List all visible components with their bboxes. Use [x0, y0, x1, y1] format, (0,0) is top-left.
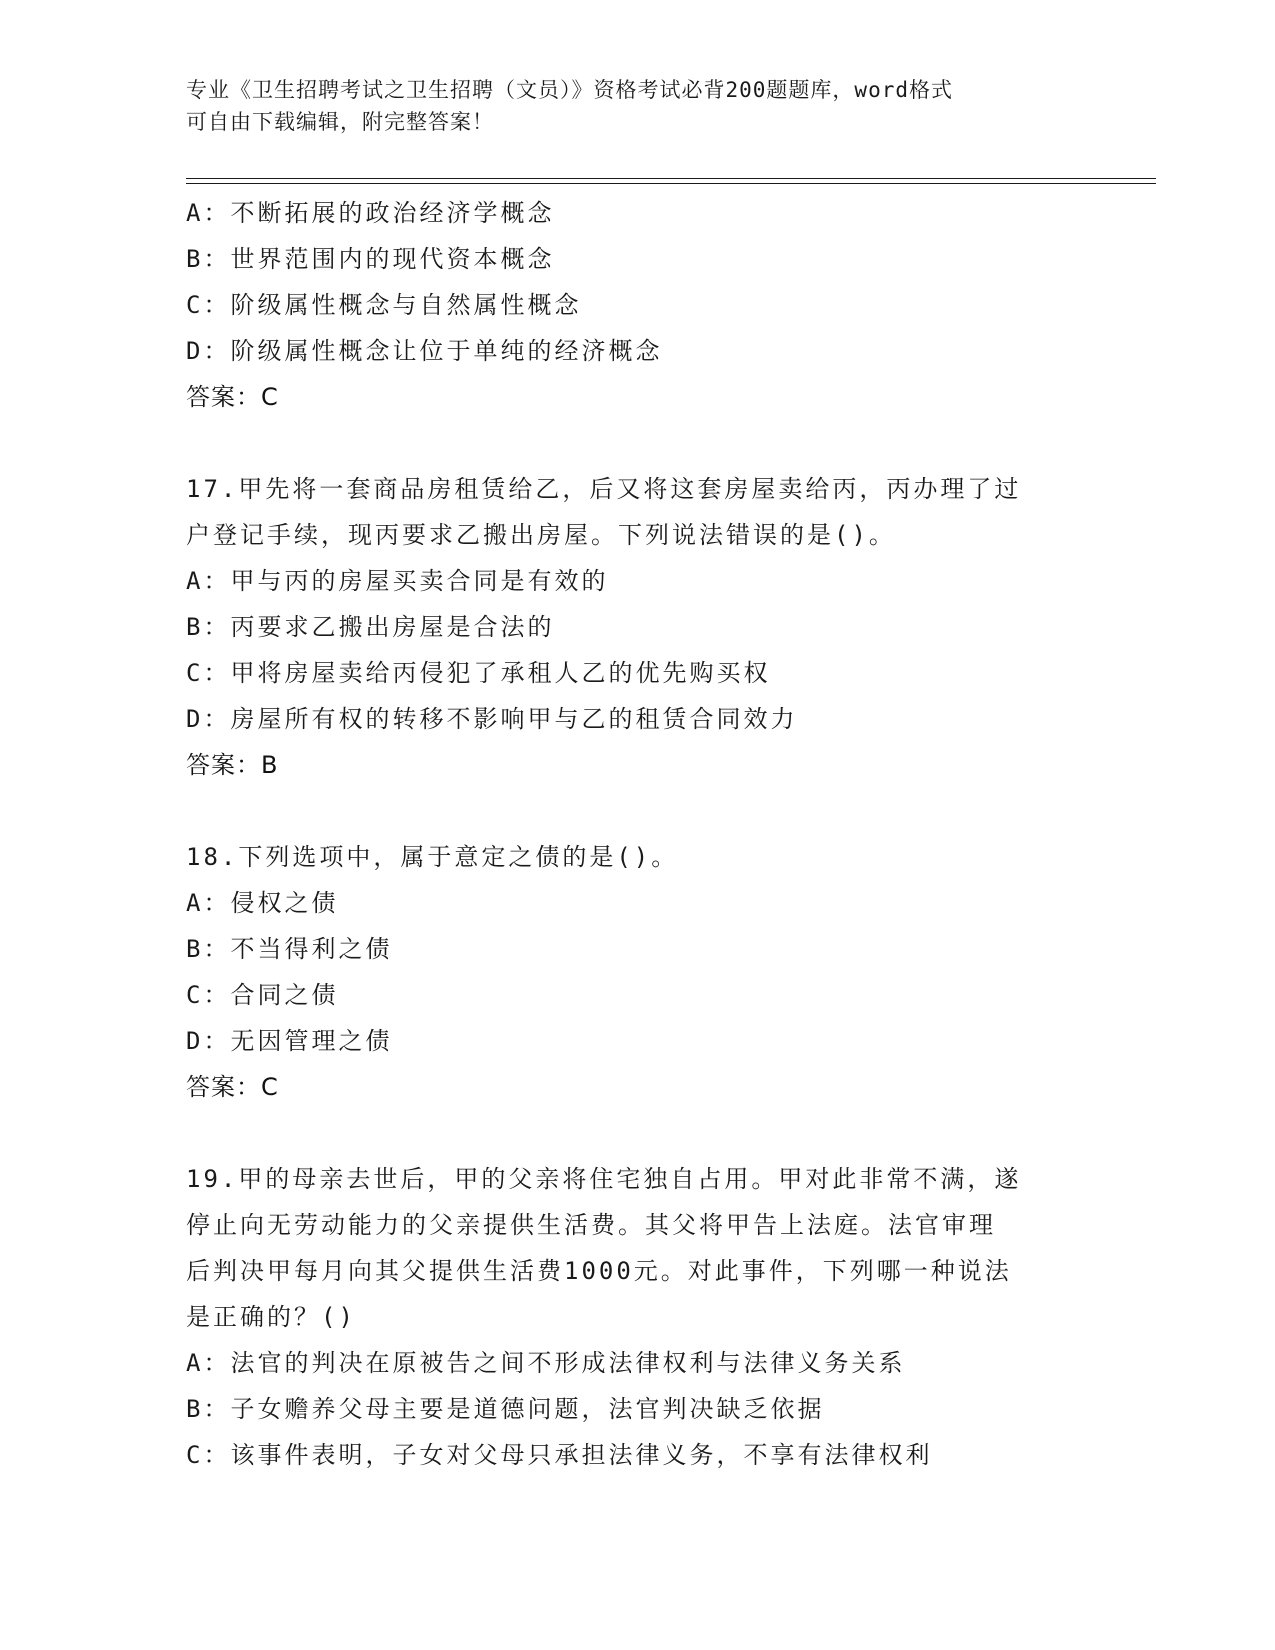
option-c: C：合同之债 [186, 981, 339, 1009]
question-stem-line: 后判决甲每月向其父提供生活费1000元。对此事件，下列哪一种说法 [186, 1257, 1012, 1285]
option-a: A：甲与丙的房屋买卖合同是有效的 [186, 567, 609, 595]
option-c: C：该事件表明，子女对父母只承担法律义务，不享有法律权利 [186, 1441, 933, 1469]
option-b: B：不当得利之债 [186, 935, 393, 963]
header-divider [186, 178, 1156, 184]
header-title-line-2: 可自由下载编辑，附完整答案！ [186, 110, 494, 134]
question-19 [186, 1156, 1086, 1478]
option-a: A：侵权之债 [186, 889, 339, 917]
question-16 [186, 190, 1086, 420]
question-stem-line: 是正确的？() [186, 1303, 356, 1331]
question-stem-line: 19.甲的母亲去世后，甲的父亲将住宅独自占用。甲对此非常不满，遂 [186, 1165, 1022, 1193]
option-d: D：阶级属性概念让位于单纯的经济概念 [186, 337, 663, 365]
answer: 答案：C [186, 1073, 279, 1101]
option-c: C：阶级属性概念与自然属性概念 [186, 291, 582, 319]
question-stem-line: 17.甲先将一套商品房租赁给乙，后又将这套房屋卖给丙，丙办理了过 [186, 475, 1022, 503]
question-list [186, 190, 1086, 1478]
header-title-line-1: 专业《卫生招聘考试之卫生招聘（文员）》资格考试必背200题题库，word格式 [186, 78, 953, 102]
option-c: C：甲将房屋卖给丙侵犯了承租人乙的优先购买权 [186, 659, 771, 687]
answer: 答案：B [186, 751, 279, 779]
answer: 答案：C [186, 383, 279, 411]
question-stem-line: 停止向无劳动能力的父亲提供生活费。其父将甲告上法庭。法官审理 [186, 1211, 996, 1239]
page-header [186, 74, 1086, 138]
option-b: B：丙要求乙搬出房屋是合法的 [186, 613, 555, 641]
question-18 [186, 834, 1086, 1110]
option-d: D：房屋所有权的转移不影响甲与乙的租赁合同效力 [186, 705, 798, 733]
option-d: D：无因管理之债 [186, 1027, 393, 1055]
option-a: A：不断拓展的政治经济学概念 [186, 199, 555, 227]
question-17 [186, 466, 1086, 788]
question-stem-line: 18.下列选项中，属于意定之债的是()。 [186, 843, 679, 871]
option-a: A：法官的判决在原被告之间不形成法律权利与法律义务关系 [186, 1349, 906, 1377]
option-b: B：子女赡养父母主要是道德问题，法官判决缺乏依据 [186, 1395, 825, 1423]
option-b: B：世界范围内的现代资本概念 [186, 245, 555, 273]
question-stem-line: 户登记手续，现丙要求乙搬出房屋。下列说法错误的是()。 [186, 521, 896, 549]
